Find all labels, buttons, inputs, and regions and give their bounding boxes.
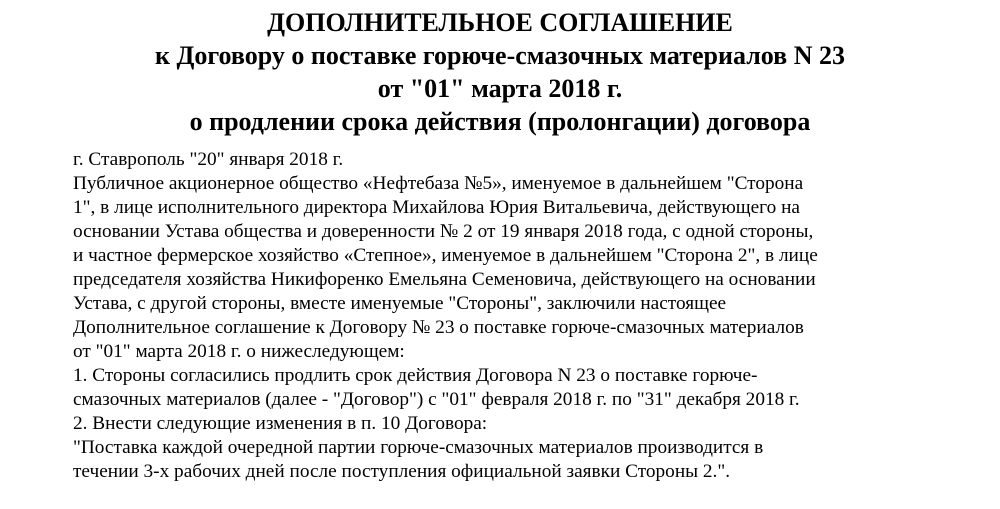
body-text-line: Устава, с другой стороны, вместе именуемые "Стороны", заключили настоящее: [73, 293, 727, 314]
clause-1-line: смазочных материалов (далее - "Договор") с "01" февраля 2018 г. по "31" декабря 2018 г.: [73, 389, 800, 410]
clause-2-line: 2. Внести следующие изменения в п. 10 Договора:: [73, 413, 488, 434]
clause-1-line: 1. Стороны согласились продлить срок действия Договора N 23 о поставке горюче-: [73, 365, 758, 386]
title-line-contract-reference: к Договору о поставке горюче-смазочных материалов N 23: [155, 41, 845, 70]
document-body: [73, 148, 993, 484]
title-line-heading: ДОПОЛНИТЕЛЬНОЕ СОГЛАШЕНИЕ: [267, 8, 733, 37]
body-text-line: председателя хозяйства Никифоренко Емельяна Семеновича, действующего на основании: [73, 269, 816, 290]
quoted-amendment-line: "Поставка каждой очередной партии горюче-смазочных материалов производится в: [73, 437, 764, 458]
body-text-line: от "01" марта 2018 г. о нижеследующем:: [73, 341, 405, 362]
place-and-date-line: г. Ставрополь "20" января 2018 г.: [73, 149, 344, 170]
quoted-amendment-line: течении 3-х рабочих дней после поступления официальной заявки Стороны 2.".: [73, 461, 731, 482]
title-line-subject: о продлении срока действия (пролонгации) договора: [189, 107, 811, 136]
body-text-line: основании Устава общества и доверенности № 2 от 19 января 2018 года, с одной стороны,: [73, 221, 814, 242]
title-line-contract-date: от "01" марта 2018 г.: [377, 74, 623, 103]
document-title: [0, 6, 1000, 138]
body-text-line: Дополнительное соглашение к Договору № 23 о поставке горюче-смазочных материалов: [73, 317, 804, 338]
body-text-line: Публичное акционерное общество «Нефтебаза №5», именуемое в дальнейшем "Сторона: [73, 173, 804, 194]
body-text-line: 1", в лице исполнительного директора Михайлова Юрия Витальевича, действующего на: [73, 197, 800, 218]
body-text-line: и частное фермерское хозяйство «Степное», именуемое в дальнейшем "Сторона 2", в лице: [73, 245, 818, 266]
